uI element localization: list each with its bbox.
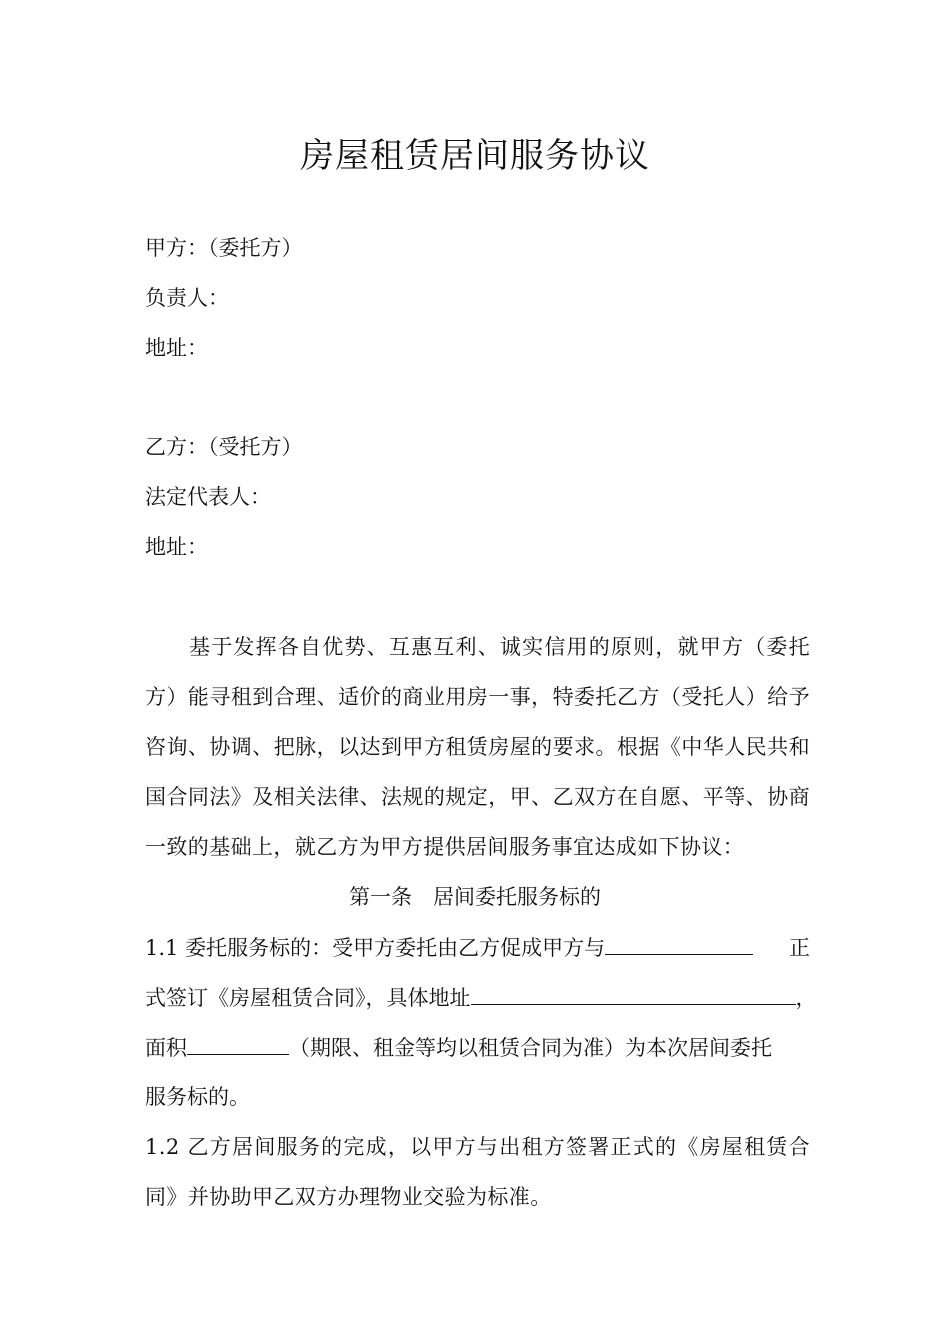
clause-1-1-text-e: 面积: [145, 1036, 187, 1060]
document-title: 房屋租赁居间服务协议: [300, 136, 650, 176]
article-1-heading: 第一条 居间委托服务标的: [349, 885, 601, 909]
clause-1-1-line-4: 服务标的。: [145, 1085, 250, 1109]
clause-1-2: 1.2 乙方居间服务的完成，以甲方与出租方签署正式的《房屋租赁合同》并协助甲乙双方办理物业交验为标准。: [145, 1135, 810, 1209]
party-b-representative-label: 法定代表人：: [145, 485, 271, 509]
party-a-representative-label: 负责人：: [145, 286, 229, 310]
preamble-paragraph: 基于发挥各自优势、互惠互利、诚实信用的原则，就甲方（委托方）能寻租到合理、适价的商业用房一事，特委托乙方（受托人）给予咨询、协调、把脉，以达到甲方租赁房屋的要求。根据《中华人民共和国合同法》及相关法律、法规的规定，甲、乙双方在自愿、平等、协商一致的基础上，就乙方为甲方提供居间服务事宜达成如下协议：: [145, 635, 810, 859]
counterparty-blank[interactable]: [605, 932, 753, 955]
address-blank[interactable]: [471, 982, 796, 1005]
clause-1-1-line-3: [145, 1032, 810, 1063]
clause-1-1-text-b: 正: [789, 936, 810, 960]
clause-1-1-text-a: 1.1 委托服务标的：受甲方委托由乙方促成甲方与: [145, 936, 606, 960]
clause-1-1-text-f: （期限、租金等均以租赁合同为准）为本次居间委托: [289, 1036, 772, 1060]
clause-1-1-text-d: ，: [795, 986, 817, 1010]
clause-1-1-line-2: [145, 982, 817, 1013]
party-b-address-label: 地址：: [145, 535, 208, 559]
area-blank[interactable]: [187, 1032, 289, 1055]
clause-1-1-line-1: [145, 932, 810, 963]
party-b-label: 乙方：（受托方）: [145, 435, 303, 459]
party-a-label: 甲方：（委托方）: [145, 236, 303, 260]
clause-1-1-text-c: 式签订《房屋租赁合同》，具体地址: [145, 986, 471, 1010]
party-a-address-label: 地址：: [145, 336, 208, 360]
